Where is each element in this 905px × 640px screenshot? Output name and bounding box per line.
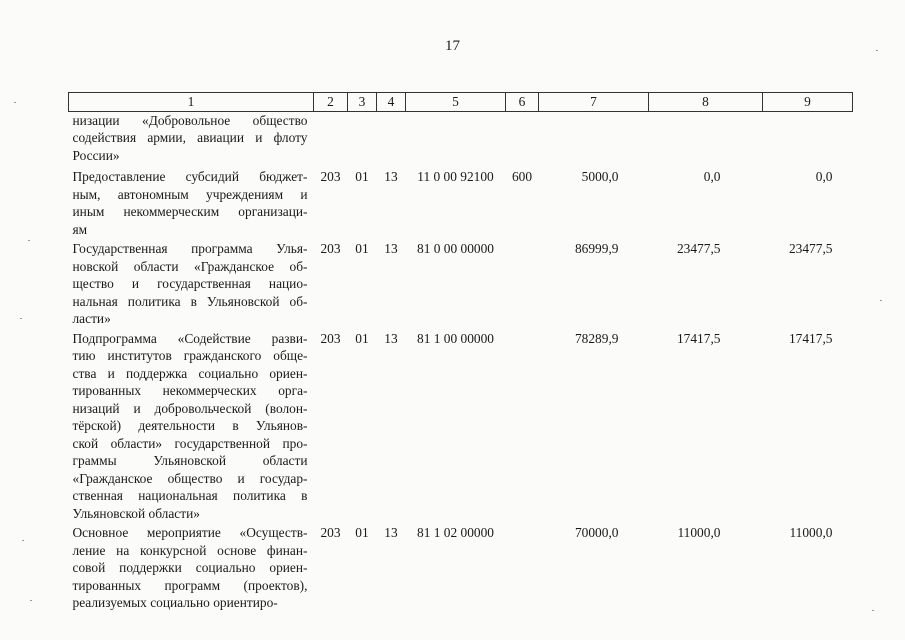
cell-target-article — [406, 111, 506, 168]
row-description — [69, 240, 314, 330]
column-number-row — [69, 93, 853, 112]
cell-amount-col9 — [763, 111, 853, 168]
cell-amount-col8: 17417,5 — [676, 330, 721, 346]
cell-chapter — [314, 111, 348, 168]
description-line: ственная национальная политика в — [72, 488, 308, 503]
row-description — [69, 524, 314, 614]
cell-amount-col7: 5000,0 — [581, 169, 619, 184]
description-line: ям — [72, 221, 88, 237]
cell-expense-type — [506, 111, 539, 168]
table-body — [69, 111, 853, 614]
description-line: граммы Ульяновской области — [72, 453, 308, 468]
budget-table — [68, 92, 853, 614]
description-line: тёрской) деятельности в Ульянов- — [72, 418, 308, 433]
cell-amount-col8: 11000,0 — [677, 525, 721, 540]
description-line: Подпрограмма «Содействие разви- — [72, 330, 308, 346]
row-description — [69, 111, 314, 168]
column-header-3: 3 — [348, 93, 377, 112]
cell-subsection: 13 — [384, 525, 398, 540]
cell-target-article: 81 1 02 00000 — [417, 525, 494, 540]
cell-section: 01 — [355, 330, 369, 346]
cell-chapter: 203 — [320, 525, 341, 540]
column-header-1: 1 — [69, 93, 314, 112]
row-description — [69, 168, 314, 240]
cell-amount-col7 — [539, 111, 649, 168]
description-line: низаций и добровольческой (волон- — [72, 400, 308, 416]
cell-expense-type — [506, 330, 539, 525]
column-header-9: 9 — [763, 93, 853, 112]
row-description — [69, 330, 314, 525]
description-line: ным, автономным учреждениям и — [72, 186, 308, 202]
scan-speck — [22, 540, 24, 541]
description-line: тию институтов гражданского обще- — [72, 348, 308, 363]
cell-chapter: 203 — [320, 169, 341, 184]
cell-expense-type: 600 — [511, 169, 533, 184]
scan-speck — [28, 240, 30, 241]
column-header-5: 5 — [406, 93, 506, 112]
table-row — [69, 111, 853, 168]
cell-target-article: 81 1 00 00000 — [417, 330, 494, 346]
cell-amount-col8: 23477,5 — [676, 241, 721, 256]
cell-section: 01 — [355, 169, 369, 184]
cell-amount-col9: 11000,0 — [789, 525, 833, 540]
table-row — [69, 330, 853, 525]
description-line: Основное мероприятие «Осуществ- — [72, 525, 308, 540]
cell-amount-col9: 23477,5 — [788, 241, 833, 256]
table-row — [69, 240, 853, 330]
cell-chapter: 203 — [320, 330, 341, 346]
description-line: Предоставление субсидий бюджет- — [72, 169, 308, 184]
cell-target-article: 81 0 00 00000 — [417, 241, 494, 256]
cell-amount-col7: 86999,9 — [574, 241, 619, 256]
cell-amount-col9: 0,0 — [815, 169, 833, 184]
cell-amount-col7: 78289,9 — [574, 330, 619, 346]
table-row — [69, 524, 853, 614]
description-line: ласти» — [72, 311, 111, 326]
cell-expense-type — [506, 240, 539, 330]
description-line: ление на конкурсной основе финан- — [72, 542, 308, 558]
description-line: тированных некоммерческих орга- — [72, 383, 308, 398]
cell-subsection: 13 — [384, 330, 398, 346]
description-line: реализуемых социально ориентиро- — [72, 595, 278, 610]
scan-speck — [20, 318, 22, 319]
description-line: совой поддержки социально ориен- — [72, 560, 308, 575]
description-line: иным некоммерческим организаци- — [72, 204, 308, 219]
column-header-2: 2 — [314, 93, 348, 112]
page-number: 17 — [445, 38, 460, 54]
cell-chapter: 203 — [320, 241, 341, 256]
cell-section: 01 — [355, 525, 369, 540]
scan-speck — [30, 600, 32, 601]
cell-amount-col7: 70000,0 — [574, 525, 619, 540]
column-header-8: 8 — [649, 93, 763, 112]
scan-speck — [14, 102, 16, 103]
cell-subsection — [377, 111, 406, 168]
description-line: содействия армии, авиации и флоту — [72, 130, 308, 145]
description-line: Государственная программа Улья- — [72, 241, 308, 256]
cell-target-article: 11 0 00 92100 — [417, 169, 494, 184]
cell-section — [348, 111, 377, 168]
cell-subsection: 13 — [384, 241, 398, 256]
cell-subsection: 13 — [384, 169, 398, 184]
description-line: щество и государственная нацио- — [72, 276, 308, 291]
cell-amount-col8 — [649, 111, 763, 168]
cell-amount-col9: 17417,5 — [788, 330, 833, 346]
scan-speck — [872, 610, 874, 611]
column-header-4: 4 — [377, 93, 406, 112]
scan-speck — [876, 50, 878, 51]
description-line: новской области «Гражданское об- — [72, 258, 308, 274]
description-line: «Гражданское общество и государ- — [72, 470, 308, 486]
description-line: Ульяновской области» — [72, 505, 200, 521]
column-header-7: 7 — [539, 93, 649, 112]
column-header-6: 6 — [506, 93, 539, 112]
description-line: тированных программ (проектов), — [72, 577, 308, 593]
cell-expense-type — [506, 524, 539, 614]
scan-speck — [880, 300, 882, 301]
description-line: нальная политика в Ульяновской об- — [72, 293, 308, 309]
cell-amount-col8: 0,0 — [703, 169, 721, 184]
description-line: России» — [72, 147, 120, 163]
table-row — [69, 168, 853, 240]
cell-section: 01 — [355, 241, 369, 256]
description-line: низации «Добровольное общество — [72, 112, 308, 128]
description-line: ства и поддержка социально ориен- — [72, 365, 308, 381]
description-line: ской области» государственной про- — [72, 435, 308, 451]
